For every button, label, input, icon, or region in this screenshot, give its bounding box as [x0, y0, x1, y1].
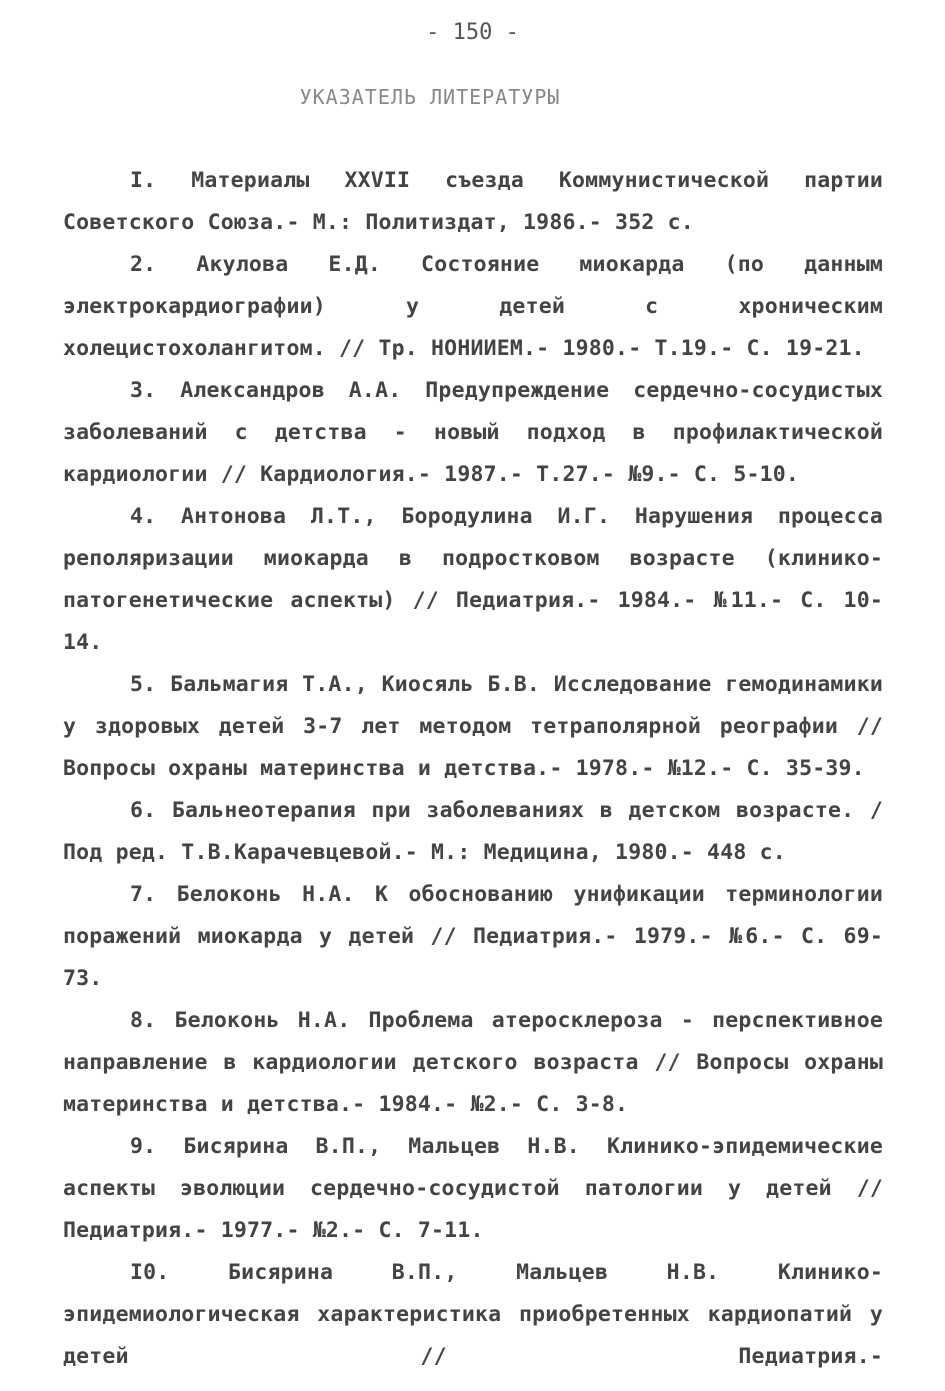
reference-item	[63, 1126, 883, 1252]
reference-item	[63, 244, 883, 370]
reference-item	[63, 790, 883, 874]
reference-item	[63, 1000, 883, 1126]
reference-number: I0.	[130, 1260, 170, 1285]
reference-list	[63, 160, 883, 1378]
reference-number: 4.	[130, 504, 157, 529]
page-number: - 150 -	[426, 20, 519, 45]
reference-item	[63, 160, 883, 244]
reference-number: 2.	[130, 252, 157, 277]
reference-number: 5.	[130, 672, 157, 697]
reference-item	[63, 496, 883, 664]
reference-text: Александров А.А. Предупреждение сердечно-сосудистых заболеваний с детства - новый подход в профилактической кардиологии // Кардиология.- 1987.- Т.27.- №9.- С. 5-10.	[63, 378, 883, 487]
reference-number: 7.	[130, 882, 157, 907]
reference-text: Бисярина В.П., Мальцев Н.В. Клинико-эпидемические аспекты эволюции сердечно-сосудистой патологии у детей // Педиатрия.- 1977.- №2.- С. 7-11.	[63, 1134, 883, 1243]
reference-item	[63, 664, 883, 790]
reference-item	[63, 370, 883, 496]
reference-text: Бальмагия Т.А., Киосяль Б.В. Исследование гемодинамики у здоровых детей 3-7 лет методом тетраполярной реографии // Вопросы охраны материнства и детства.- 1978.- №12.- С. 35-39.	[63, 672, 883, 781]
reference-text: Белоконь Н.А. Проблема атеросклероза - перспективное направление в кардиологии детского возраста // Вопросы охраны материнства и детства.- 1984.- №2.- С. 3-8.	[63, 1008, 883, 1117]
reference-text: Акулова Е.Д. Состояние миокарда (по данным электрокардиографии) у детей с хроническим холецистохолангитом. // Тр. НОНИИЕМ.- 1980.- Т.19.- С. 19-21.	[63, 252, 883, 361]
reference-text: Антонова Л.Т., Бородулина И.Г. Нарушения процесса реполяризации миокарда в подростковом возрасте (клинико-патогенетические аспекты) // Педиатрия.- 1984.- №11.- С. 10-14.	[63, 504, 883, 655]
reference-text: Бальнеотерапия при заболеваниях в детском возрасте. / Под ред. Т.В.Карачевцевой.- М.: Медицина, 1980.- 448 с.	[63, 798, 883, 865]
reference-item	[63, 874, 883, 1000]
reference-text: Бисярина В.П., Мальцев Н.В. Клинико-эпидемиологическая характеристика приобретенных кардиопатий у детей // Педиатрия.-	[63, 1260, 883, 1369]
reference-item	[63, 1252, 883, 1378]
section-title: УКАЗАТЕЛЬ ЛИТЕРАТУРЫ	[299, 85, 561, 109]
reference-text: Белоконь Н.А. К обоснованию унификации терминологии поражений миокарда у детей // Педиатрия.- 1979.- №6.- С. 69-73.	[63, 882, 883, 991]
reference-number: 9.	[130, 1134, 157, 1159]
reference-text: Материалы XXVII съезда Коммунистической партии Советского Союза.- М.: Политиздат, 1986.- 352 с.	[63, 168, 883, 235]
reference-number: I.	[130, 168, 157, 193]
reference-number: 8.	[130, 1008, 157, 1033]
reference-number: 6.	[130, 798, 157, 823]
reference-number: 3.	[130, 378, 157, 403]
